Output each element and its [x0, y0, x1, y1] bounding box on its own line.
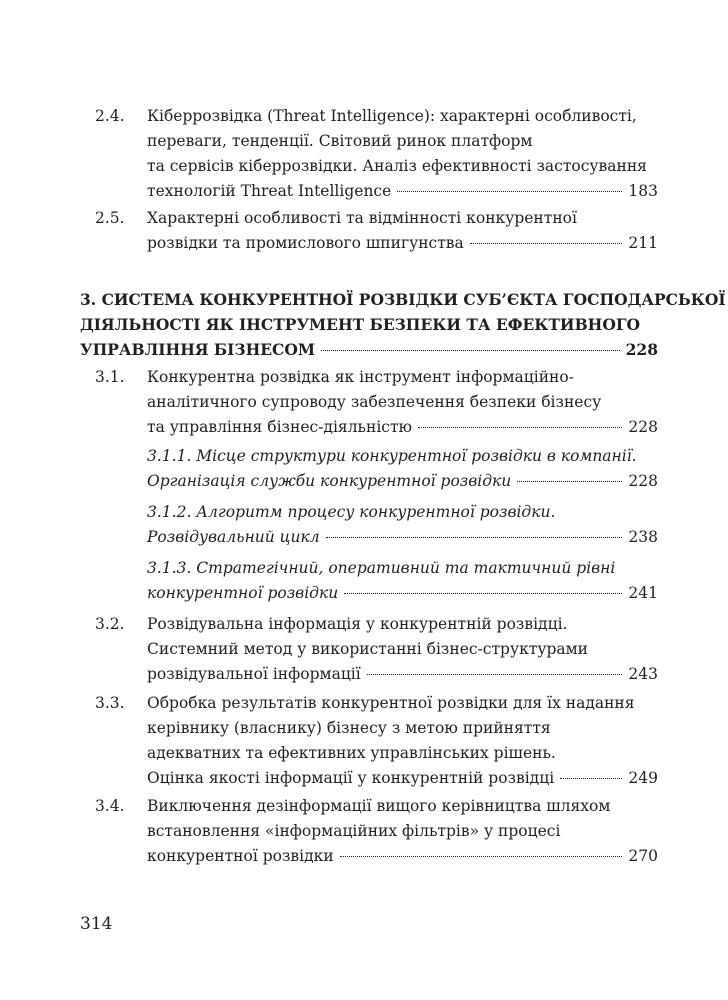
toc-entry-3-1-3	[95, 556, 658, 606]
entry-title-line: розвідки та промислового шпигунства	[147, 234, 464, 252]
entry-title-line: технологій Threat Intelligence	[147, 182, 392, 200]
footer-page-number: 314	[80, 914, 113, 934]
entry-page-number: 183	[628, 182, 658, 200]
entry-page-number: 249	[628, 769, 658, 787]
entry-number: 2.4.	[95, 107, 125, 125]
chapter-title-line: ДІЯЛЬНОСТІ ЯК ІНСТРУМЕНТ БЕЗПЕКИ ТА ЕФЕКТИВНОГО	[80, 315, 641, 334]
toc-entry-3-1-1	[95, 444, 658, 494]
entry-title-line: 3.1.2. Алгоритм процесу конкурентної розвідки.	[147, 503, 556, 521]
entry-number: 3.4.	[95, 797, 125, 815]
entry-title-line: конкурентної розвідки	[147, 847, 334, 865]
entry-title-line: Виключення дезінформації вищого керівництва шляхом	[147, 797, 611, 815]
entry-title-line: переваги, тенденції. Світовий ринок платформ	[147, 132, 533, 150]
dot-leader	[344, 593, 622, 594]
toc-entry-2-4	[95, 104, 658, 204]
entry-title-line: Кіберрозвідка (Threat Intelligence): характерні особливості,	[147, 107, 637, 125]
entry-title-line: Організація служби конкурентної розвідки	[147, 472, 512, 490]
entry-page-number: 228	[628, 418, 658, 436]
entry-title-line: та управління бізнес-діяльністю	[147, 418, 413, 436]
entry-page-number: 243	[628, 665, 658, 683]
entry-page-number: 270	[628, 847, 658, 865]
dot-leader	[517, 481, 622, 482]
entry-title-line: керівнику (власнику) бізнесу з метою прийняття	[147, 719, 551, 737]
entry-title-line: Оцінка якості інформації у конкурентній розвідці	[147, 769, 555, 787]
dot-leader	[397, 191, 622, 192]
entry-title-line: Обробка результатів конкурентної розвідки для їх надання	[147, 694, 635, 712]
toc-chapter-3	[80, 287, 726, 362]
entry-title-line: адекватних та ефективних управлінських рішень.	[147, 744, 556, 762]
toc-entry-2-5	[95, 206, 658, 256]
entry-page-number: 238	[628, 528, 658, 546]
entry-number: 3.3.	[95, 694, 125, 712]
dot-leader	[367, 674, 623, 675]
dot-leader	[418, 427, 622, 428]
entry-title-line: розвідувальної інформації	[147, 665, 361, 683]
entry-title-line: конкурентної розвідки	[147, 584, 339, 602]
entry-title-line: аналітичного супроводу забезпечення безпеки бізнесу	[147, 393, 602, 411]
entry-number: 3.2.	[95, 615, 125, 633]
toc-entry-3-1	[95, 365, 658, 440]
entry-title-line: Розвідувальна інформація у конкурентній розвідці.	[147, 615, 568, 633]
chapter-page-number: 228	[625, 340, 658, 359]
entry-page-number: 211	[628, 234, 658, 252]
entry-page-number: 241	[628, 584, 658, 602]
entry-title-line: Конкурентна розвідка як інструмент інформаційно-	[147, 368, 574, 386]
dot-leader	[326, 537, 623, 538]
entry-title-line: встановлення «інформаційних фільтрів» у процесі	[147, 822, 561, 840]
chapter-title-line: УПРАВЛІННЯ БІЗНЕСОМ	[80, 340, 316, 359]
toc-entry-3-3	[95, 691, 658, 791]
entry-page-number: 228	[628, 472, 658, 490]
entry-title-line: Розвідувальний цикл	[147, 528, 320, 546]
dot-leader	[321, 350, 620, 351]
entry-number: 3.1.	[95, 368, 125, 386]
entry-title-line: Характерні особливості та відмінності конкурентної	[147, 209, 577, 227]
toc-entry-3-2	[95, 612, 658, 687]
dot-leader	[560, 778, 622, 779]
entry-title-line: Системний метод у використанні бізнес-структурами	[147, 640, 589, 658]
entry-title-line: та сервісів кіберрозвідки. Аналіз ефективності застосування	[147, 157, 647, 175]
dot-leader	[340, 856, 623, 857]
toc-entry-3-1-2	[95, 500, 658, 550]
entry-title-line: 3.1.1. Місце структури конкурентної розвідки в компанії.	[147, 447, 637, 465]
toc-entry-3-4	[95, 794, 658, 869]
dot-leader	[470, 243, 623, 244]
entry-title-line: 3.1.3. Стратегічний, оперативний та тактичний рівні	[147, 559, 616, 577]
entry-number: 2.5.	[95, 209, 125, 227]
chapter-title-line: 3. СИСТЕМА КОНКУРЕНТНОЇ РОЗВІДКИ СУБ’ЄКТА ГОСПОДАРСЬКОЇ	[80, 290, 726, 309]
